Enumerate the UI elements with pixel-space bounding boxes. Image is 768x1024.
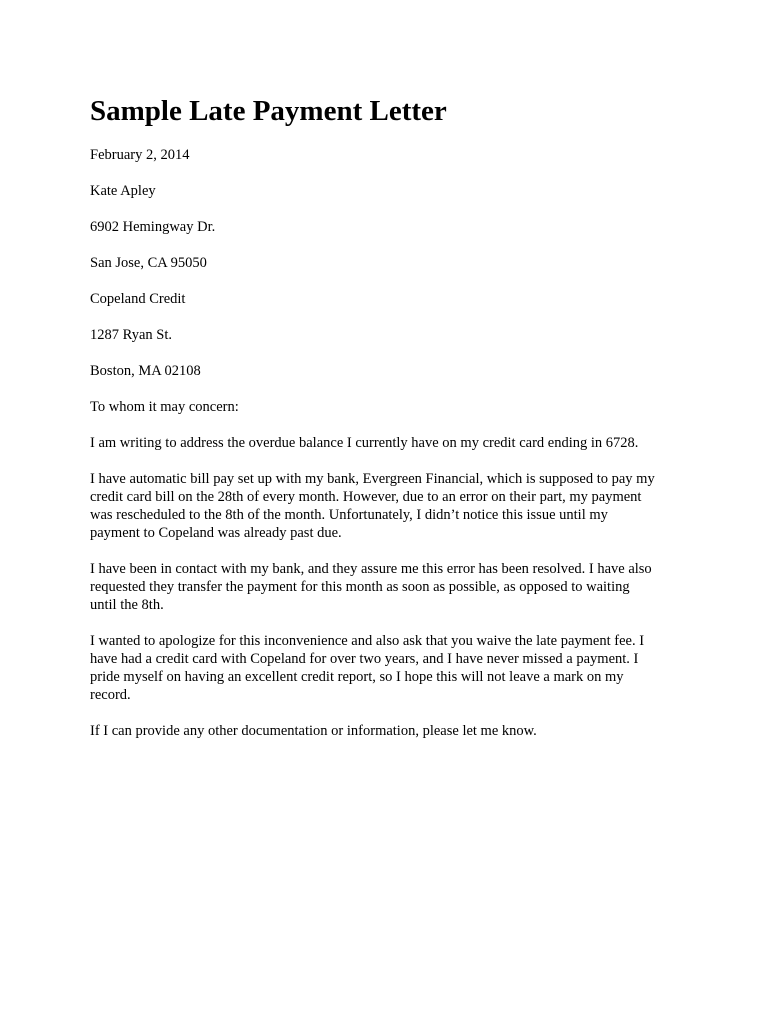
paragraph-line: have had a credit card with Copeland for over two years, and I have never missed a payment. I <box>90 651 639 667</box>
body-paragraph-1 <box>90 434 680 452</box>
body-paragraph-2 <box>90 470 680 542</box>
paragraph-line: I am writing to address the overdue balance I currently have on my credit card ending in 6728. <box>90 435 639 451</box>
paragraph-line: record. <box>90 687 131 703</box>
paragraph-line: I wanted to apologize for this inconvenience and also ask that you waive the late payment fee. I <box>90 633 645 649</box>
letter-date: February 2, 2014 <box>90 147 190 163</box>
paragraph-line: payment to Copeland was already past due. <box>90 525 342 541</box>
paragraph-line: requested they transfer the payment for this month as soon as possible, as opposed to waiting <box>90 579 630 595</box>
body-paragraph-3 <box>90 560 680 614</box>
sender-street: 6902 Hemingway Dr. <box>90 219 216 235</box>
recipient-street: 1287 Ryan St. <box>90 327 172 343</box>
letter-title: Sample Late Payment Letter <box>90 95 447 127</box>
paragraph-line: was rescheduled to the 8th of the month. Unfortunately, I didn’t notice this issue until my <box>90 507 608 523</box>
body-paragraph-5 <box>90 722 680 740</box>
paragraph-line: I have automatic bill pay set up with my bank, Evergreen Financial, which is supposed to pay my <box>90 471 655 487</box>
sender-city: San Jose, CA 95050 <box>90 255 207 271</box>
recipient-company: Copeland Credit <box>90 291 186 307</box>
paragraph-line: I have been in contact with my bank, and they assure me this error has been resolved. I have also <box>90 561 652 577</box>
body-paragraph-4 <box>90 632 680 704</box>
paragraph-line: If I can provide any other documentation or information, please let me know. <box>90 723 537 739</box>
recipient-city: Boston, MA 02108 <box>90 363 201 379</box>
paragraph-line: until the 8th. <box>90 597 164 613</box>
salutation: To whom it may concern: <box>90 399 239 415</box>
paragraph-line: credit card bill on the 28th of every month. However, due to an error on their part, my payment <box>90 489 642 505</box>
paragraph-line: pride myself on having an excellent credit report, so I hope this will not leave a mark on my <box>90 669 624 685</box>
sender-name: Kate Apley <box>90 183 156 199</box>
